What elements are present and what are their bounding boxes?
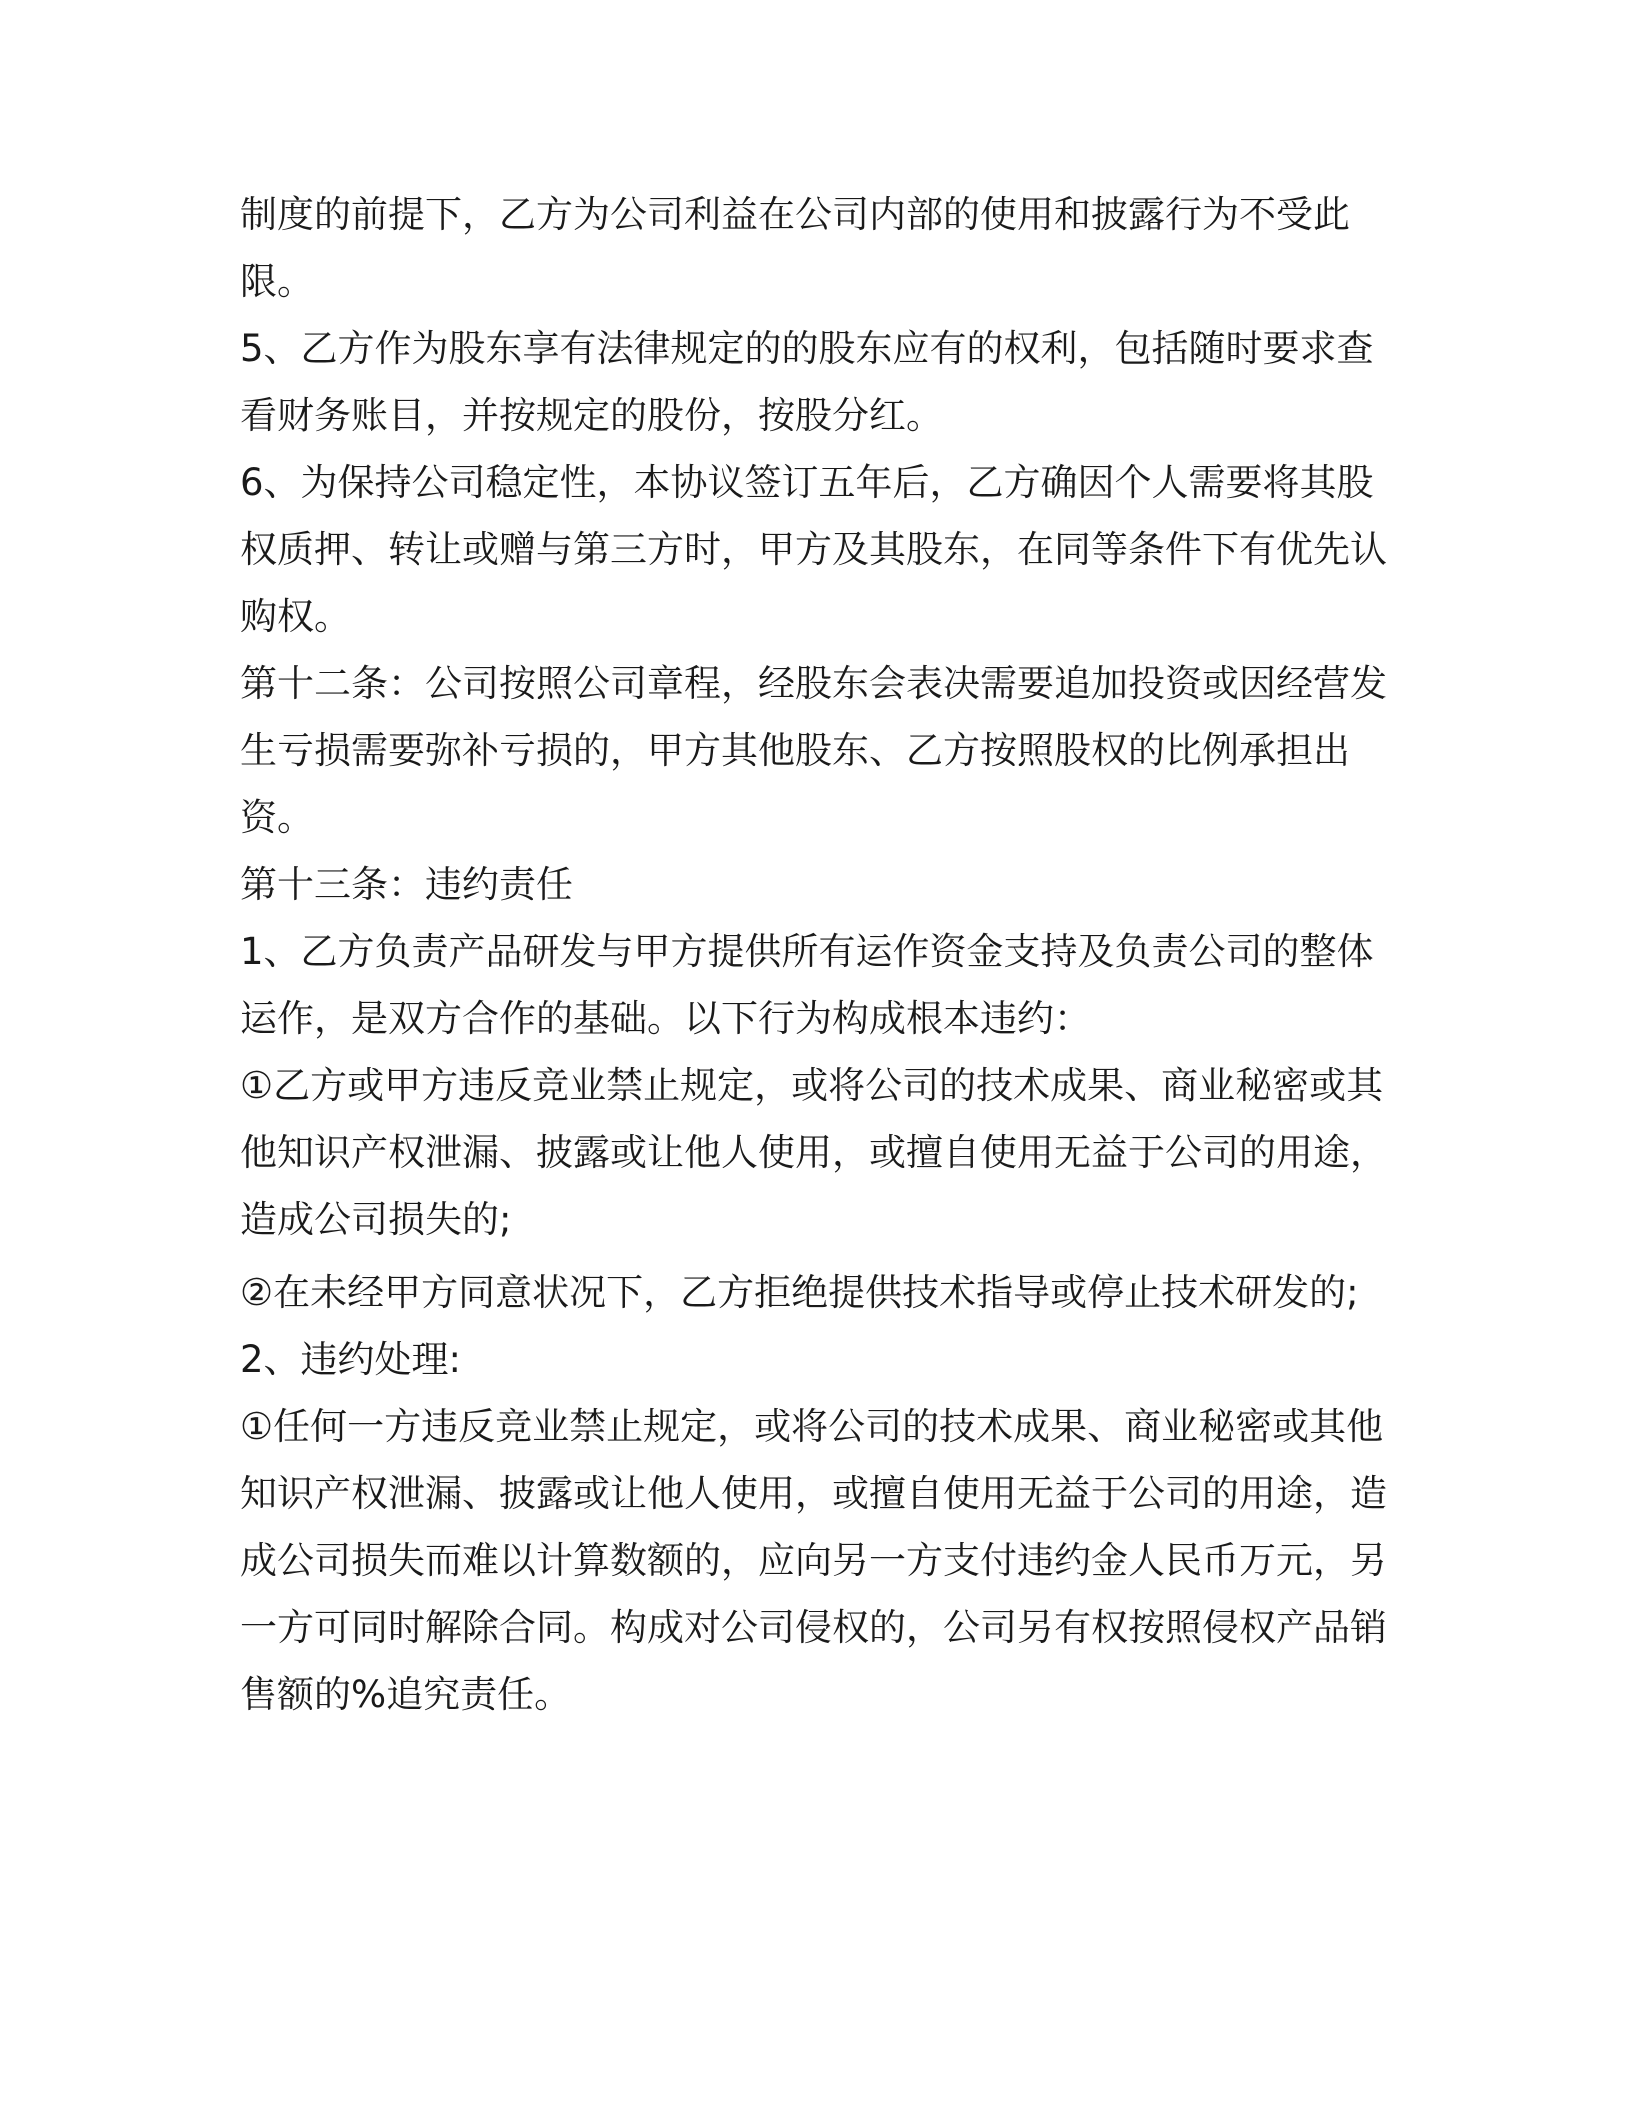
heading-article-13: 第十三条：违约责任 bbox=[240, 863, 573, 906]
heading-breach-handling: 2、违约处理: bbox=[240, 1338, 462, 1381]
paragraph-breach-case-2: ②在未经甲方同意状况下，乙方拒绝提供技术指导或停止技术研发的; bbox=[240, 1271, 1359, 1314]
paragraph-clause-continuation: 制度的前提下，乙方为公司利益在公司内部的使用和披露行为不受此限。 bbox=[240, 193, 1350, 303]
paragraph-breach-case-1: ①乙方或甲方违反竞业禁止规定，或将公司的技术成果、商业秘密或其他知识产权泄漏、披露或让他人使用，或擅自使用无益于公司的用途，造成公司损失的; bbox=[240, 1064, 1387, 1241]
document-body bbox=[240, 181, 1400, 1728]
paragraph-item-5-shareholder-rights: 5、乙方作为股东享有法律规定的的股东应有的权利，包括随时要求查看财务账目，并按规定的股份，按股分红。 bbox=[240, 327, 1374, 437]
paragraph-article-13-item-1: 1、乙方负责产品研发与甲方提供所有运作资金支持及负责公司的整体运作，是双方合作的基础。以下行为构成根本违约： bbox=[240, 930, 1374, 1040]
paragraph-article-12: 第十二条：公司按照公司章程，经股东会表决需要追加投资或因经营发生亏损需要弥补亏损的，甲方其他股东、乙方按照股权的比例承担出资。 bbox=[240, 662, 1387, 839]
paragraph-item-6-preemptive-right: 6、为保持公司稳定性，本协议签订五年后，乙方确因个人需要将其股权质押、转让或赠与第三方时，甲方及其股东，在同等条件下有优先认购权。 bbox=[240, 461, 1387, 638]
paragraph-breach-handling-1: ①任何一方违反竞业禁止规定，或将公司的技术成果、商业秘密或其他知识产权泄漏、披露或让他人使用，或擅自使用无益于公司的用途，造成公司损失而难以计算数额的，应向另一方支付违约金人民币万元，另一方可同时解除合同。构成对公司侵权的，公司另有权按照侵权产品销售额的%追究责任。 bbox=[240, 1405, 1387, 1716]
